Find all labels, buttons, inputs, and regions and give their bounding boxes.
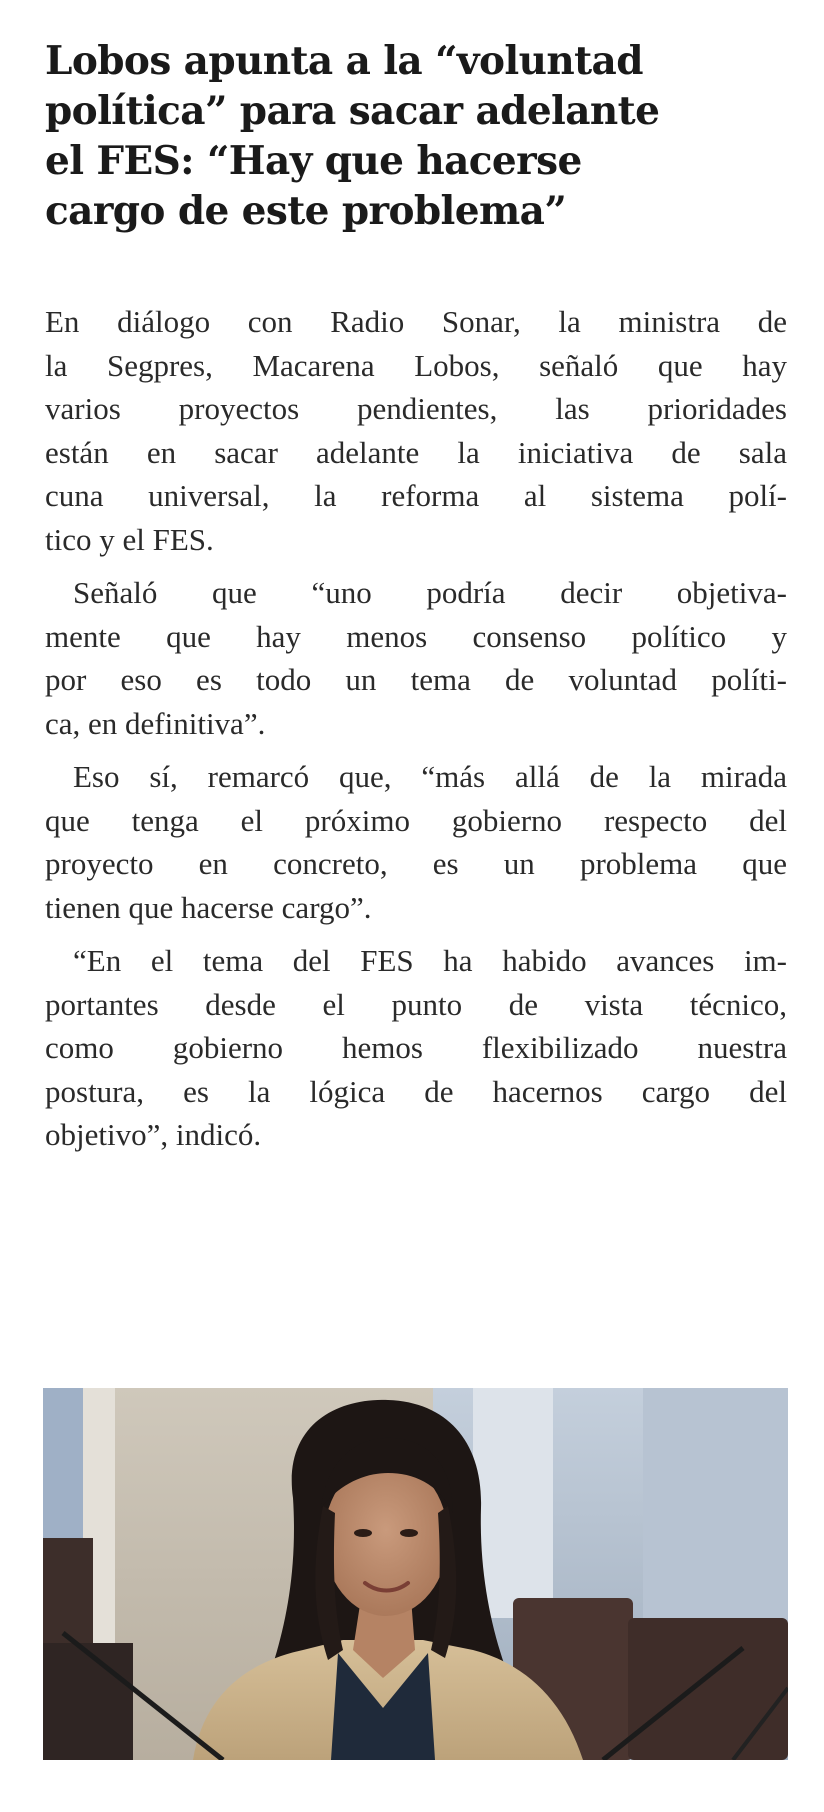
article-photo — [43, 1388, 788, 1760]
text-line: En diálogo con Radio Sonar, la ministra de — [45, 304, 787, 339]
photo-woman-portrait-icon — [43, 1388, 788, 1760]
text-line: Señaló que “uno podría decir objetiva- — [73, 575, 787, 610]
paragraph-4 — [45, 939, 787, 1157]
text-line: postura, es la lógica de hacernos cargo del — [45, 1073, 787, 1109]
text-line: ca, en definitiva”. — [45, 705, 266, 741]
text-line: “En el tema del FES ha habido avances im- — [73, 943, 787, 978]
text-line: objetivo”, indicó. — [45, 1117, 262, 1152]
text-line: cuna universal, la reforma al sistema polí- — [45, 478, 787, 513]
text-line: que tenga el próximo gobierno respecto del — [45, 802, 787, 838]
text-line: están en sacar adelante la iniciativa de sala — [45, 434, 787, 470]
text-line: proyecto en concreto, es un problema que — [45, 846, 787, 881]
text-line: portantes desde el punto de vista técnico, — [45, 986, 787, 1022]
headline-line: política” para sacar adelante — [45, 88, 660, 134]
text-line: mente que hay menos consenso político y — [45, 618, 787, 654]
article-body — [45, 300, 787, 1157]
text-line: tico y el FES. — [45, 521, 214, 557]
paragraph-3 — [45, 755, 787, 929]
paragraph-2 — [45, 571, 787, 745]
paragraph-1 — [45, 300, 787, 561]
headline — [45, 36, 787, 236]
text-line: varios proyectos pendientes, las prioridades — [45, 391, 787, 426]
text-line: Eso sí, remarcó que, “más allá de la mirada — [73, 759, 787, 794]
headline-line: cargo de este problema” — [45, 188, 567, 234]
text-line: como gobierno hemos flexibilizado nuestra — [45, 1030, 787, 1065]
text-line: tienen que hacerse cargo”. — [45, 889, 372, 925]
article — [45, 36, 787, 1167]
headline-line: el FES: “Hay que hacerse — [45, 138, 582, 184]
text-line: la Segpres, Macarena Lobos, señaló que hay — [45, 347, 787, 383]
headline-line: Lobos apunta a la “voluntad — [45, 38, 643, 84]
text-line: por eso es todo un tema de voluntad políti- — [45, 662, 787, 697]
